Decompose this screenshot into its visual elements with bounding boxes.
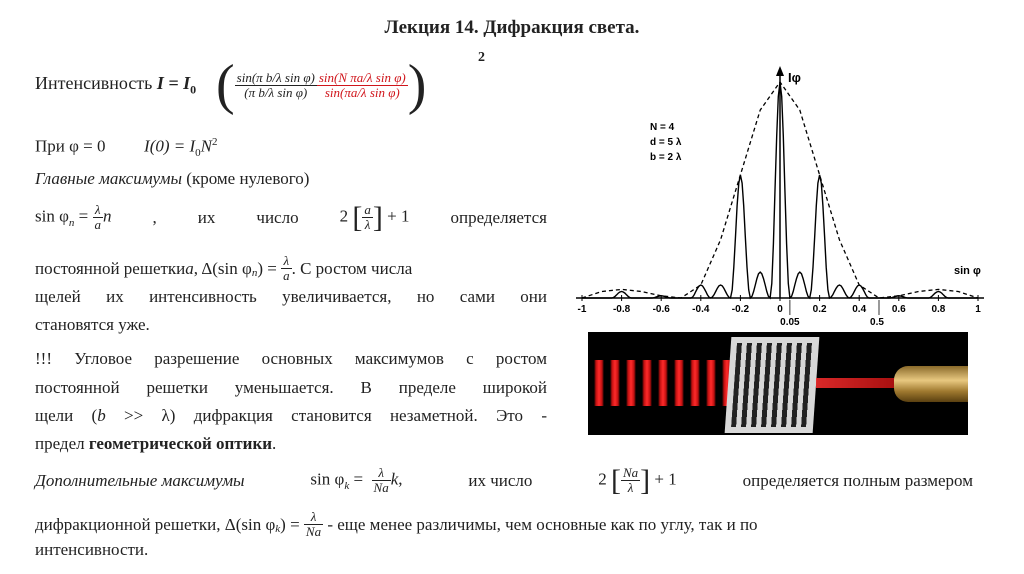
additional-delta-fraction — [304, 510, 323, 539]
x-tick-label: 0.6 — [891, 304, 906, 315]
phi-zero-text: При φ = 0 — [35, 136, 106, 156]
count-two: 2 — [339, 206, 349, 226]
additional-line-2 — [35, 510, 758, 539]
intensity-lhs: I = I — [156, 73, 191, 93]
sin-phi-n-eq: = — [74, 206, 93, 226]
a-over-lambda-num: a — [364, 202, 371, 218]
angular-line-4-pre: предел — [35, 434, 89, 453]
angular-line-3-b: b — [97, 406, 106, 425]
x-tick-label: -0.4 — [692, 304, 710, 315]
intensity-formula — [35, 74, 196, 100]
na-over-lambda-den: λ — [621, 480, 640, 495]
x-tick-label: -0.8 — [612, 304, 631, 315]
diffraction-chart — [560, 60, 1000, 332]
a-over-lambda-den: λ — [362, 217, 373, 232]
param-label: N = 4 — [650, 122, 675, 133]
angular-line-3-pre: щели ( — [35, 406, 98, 425]
narrow-line: становятся уже. — [35, 315, 150, 334]
main-maxima-heading — [35, 169, 309, 188]
sin-phi-n-lhs: sin φ — [35, 206, 69, 226]
delta-fraction-num: λ — [283, 253, 290, 268]
lambda-over-na — [372, 466, 391, 495]
additional-line-2-tail: - еще менее различимы, чем основные как по углу, так и по — [323, 515, 758, 534]
x-tick-label: 1 — [975, 304, 981, 315]
fraction-multi-slit-den: sin(πa/λ sin φ) — [317, 85, 408, 100]
page-title: Лекция 14. Дифракция света. — [384, 17, 640, 38]
sin-phi-n-expr — [35, 203, 112, 233]
x-tick-label: -0.6 — [652, 304, 670, 315]
determined-word: определяется — [450, 208, 547, 228]
lambda-over-na-den: Na — [373, 480, 389, 495]
extra-tick-label: 0.05 — [780, 317, 800, 328]
y-axis-label: Iφ — [788, 70, 801, 85]
slits-line: щелей их интенсивность увеличивается, но сами они — [35, 287, 547, 306]
param-label: b = 2 λ — [650, 152, 682, 163]
delta-sin-sub: n — [251, 267, 258, 279]
extra-tick-label: 0.5 — [870, 317, 884, 328]
angular-line-4-post: . — [272, 434, 277, 453]
main-maxima-heading-italic: Главные максимумы — [35, 169, 183, 188]
lambda-over-a — [93, 203, 104, 232]
phi-zero-line — [35, 133, 218, 163]
intensity-sub: 0 — [190, 82, 197, 97]
additional-delta-fraction-num: λ — [310, 509, 317, 524]
lambda-over-na-num: λ — [378, 465, 384, 480]
grating-plate — [725, 337, 820, 433]
sin-phi-n-line — [35, 203, 547, 233]
bracket-open: [ — [352, 201, 363, 235]
intensity-fraction-block — [216, 50, 426, 120]
laser-pointer — [894, 366, 968, 402]
a-over-lambda — [362, 203, 373, 232]
na-over-lambda — [621, 466, 640, 495]
fraction-multi-slit-num: sin(N πa/λ sin φ) — [318, 69, 406, 85]
angular-line-3 — [35, 406, 547, 425]
power: 2 — [478, 50, 485, 65]
x-tick-label: -0.2 — [731, 304, 750, 315]
fraction-single-slit-num: sin(π b/λ sin φ) — [236, 69, 315, 85]
na-over-lambda-num: Na — [622, 465, 639, 481]
phi-zero-tail: N — [200, 136, 212, 156]
fraction-multi-slit — [317, 71, 408, 100]
additional-count-expr — [598, 464, 677, 498]
additional-bracket-close: ] — [640, 464, 651, 498]
lambda-over-a-den: a — [94, 217, 101, 232]
intensity-label: Интенсивность — [35, 73, 153, 93]
x-tick-label: 0.2 — [812, 304, 827, 315]
laser-diffraction-photo — [588, 332, 968, 435]
param-label: d = 5 λ — [650, 137, 682, 148]
sin-phi-k-k: k — [390, 469, 399, 489]
delta-sin-eq: ) = — [257, 259, 282, 278]
phi-zero-expr: I(0) = I — [144, 136, 196, 156]
count-word: число — [256, 208, 299, 228]
their-word: их — [197, 208, 216, 228]
angular-line-1: !!! Угловое разрешение основных максимумов с ростом — [35, 349, 547, 368]
additional-line-2-sub: k — [275, 523, 281, 535]
additional-line-2-pre: дифракционной решетки, Δ(sin φ — [35, 515, 276, 534]
x-tick-label: 0 — [777, 304, 783, 315]
laser-beam — [816, 378, 902, 388]
grating-slits — [731, 343, 813, 427]
sin-phi-n-n: n — [103, 206, 112, 226]
sin-phi-k-sub: k — [344, 479, 350, 492]
x-tick-label: 0.4 — [852, 304, 867, 315]
fraction-single-slit-den: (π b/λ sin φ) — [235, 85, 317, 100]
lattice-constant-pre: постоянной решетки — [35, 259, 186, 278]
lattice-constant-line — [35, 254, 547, 283]
additional-bracket-open: [ — [610, 464, 621, 498]
additional-line-2-eq: ) = — [280, 515, 304, 534]
open-paren: ( — [216, 54, 235, 116]
phi-zero-sub: 0 — [195, 147, 201, 160]
additional-line-3: интенсивности. — [35, 540, 149, 559]
angular-line-3-post: >> λ) дифракция становится незаметной. Это - — [105, 406, 547, 425]
lattice-constant-tail: . С ростом числа — [291, 259, 413, 278]
close-paren: ) — [407, 54, 427, 116]
geometric-optics: геометрической оптики — [88, 434, 273, 453]
lattice-constant-a: a — [185, 259, 194, 278]
count-plus: + 1 — [387, 206, 410, 226]
angular-line-2: постоянной решетки уменьшается. В пределе широкой — [35, 378, 547, 397]
additional-delta-fraction-den: Na — [305, 524, 322, 539]
angular-line-4 — [35, 434, 276, 453]
additional-their-count: их число — [468, 471, 533, 491]
x-axis-label: sin φ — [954, 265, 981, 277]
sin-phi-k-expr — [310, 466, 402, 496]
main-maxima-heading-tail: (кроме нулевого) — [182, 169, 310, 188]
sin-phi-n-sub: n — [68, 216, 75, 229]
additional-comma: , — [398, 469, 403, 489]
fraction-single-slit — [235, 71, 317, 100]
additional-plus: + 1 — [654, 469, 677, 489]
additional-maxima-line — [35, 466, 973, 496]
x-tick-label: -1 — [577, 304, 587, 315]
additional-tail: определяется полным размером — [742, 471, 973, 491]
y-axis-arrow — [776, 66, 784, 76]
lambda-over-a-num: λ — [94, 202, 101, 217]
delta-fraction-den: a — [283, 268, 290, 283]
delta-fraction — [281, 254, 292, 283]
comma: , — [152, 208, 157, 228]
sin-phi-k-lhs: sin φ — [310, 469, 345, 489]
sin-phi-k-eq: = — [349, 469, 368, 489]
bracket-close: ] — [372, 201, 383, 235]
x-tick-label: 0.8 — [931, 304, 946, 315]
additional-maxima-heading: Дополнительные максимумы — [35, 471, 245, 491]
delta-sin: , Δ(sin φ — [193, 259, 252, 278]
count-expr — [339, 201, 410, 235]
phi-zero-sup: 2 — [212, 136, 218, 148]
additional-two: 2 — [598, 469, 607, 489]
